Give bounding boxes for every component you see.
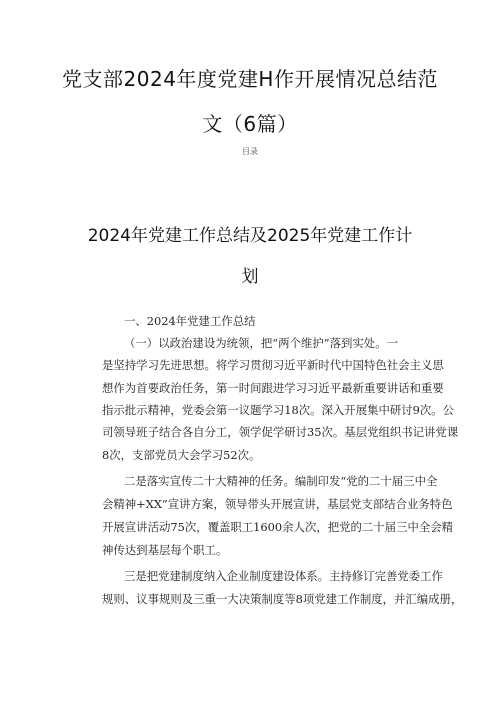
heading-summary: 一、2024年党建工作总结 — [124, 314, 256, 328]
body-line: 二是落实宣传二十大精神的任务。编制印发“党的二十届三中全 — [124, 474, 438, 488]
body-line: 三是把党建制度纳入企业制度建设体系。主持修订完善党委工作 — [124, 569, 443, 583]
document-title-line-1: 党支部2024年度党建H作开展情况总结范 — [62, 67, 438, 91]
section-title-line-2: 划 — [241, 267, 259, 287]
body-line: 指示批示精神，党委会第一议题学习18次。深入开展集中研讨9次。公 — [102, 403, 455, 417]
body-line: 神传达到基层每个职工。 — [102, 543, 228, 557]
body-line: 想作为首要政治任务，第一时间跟进学习习近平最新重要讲话和重要 — [102, 381, 444, 395]
body-line: 规则、议事规则及三重一大决策制度等8项党建工作制度，并汇编成册， — [102, 592, 463, 606]
body-line: 司领导班子结合各自分工，领学促学研讨35次。基层党组织书记讲党课 — [102, 425, 459, 439]
body-line: （一）以政治建设为统领，把“两个维护”落到实处。一 — [124, 336, 398, 350]
body-line: 是坚持学习先进思想。将学习贯彻习近平新时代中国特色社会主义思 — [102, 358, 444, 372]
body-line: 开展宣讲活动75次，覆盖职工1600余人次，把党的二十届三中全会精 — [102, 520, 454, 534]
toc-label: 目录 — [242, 147, 258, 156]
body-line: 会精神+XX”宣讲方案，领导带头开展宣讲，基层党支部结合业务特色 — [102, 497, 453, 511]
section-title-line-1: 2024年党建工作总结及2025年党建工作计 — [87, 226, 413, 246]
body-line: 8次，支部党员大会学习52次。 — [102, 448, 261, 462]
document-title-line-2: 文（6篇） — [202, 112, 298, 136]
